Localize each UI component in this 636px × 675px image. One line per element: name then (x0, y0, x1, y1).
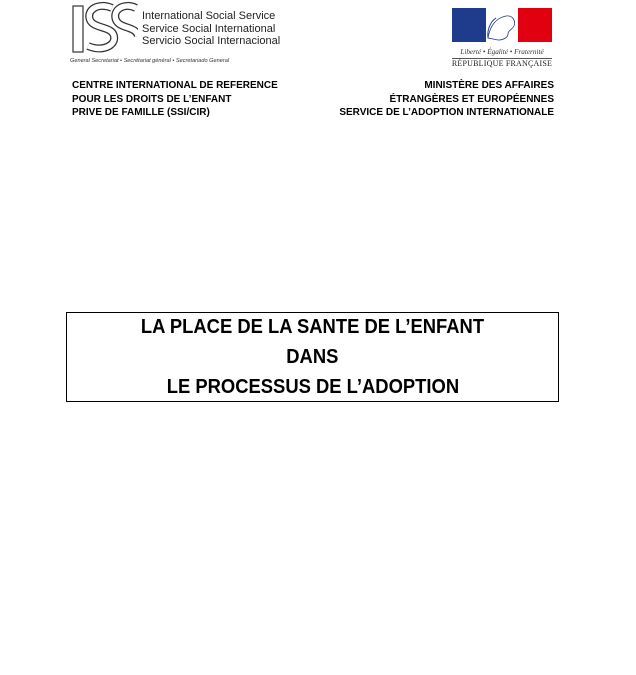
title-line: LE PROCESSUS DE L’ADOPTION (166, 376, 459, 398)
header-left-line: CENTRE INTERNATIONAL DE REFERENCE (72, 80, 278, 91)
marianne-flag-icon (452, 8, 552, 42)
header-right-line: MINISTÈRE DES AFFAIRES (424, 80, 554, 91)
iss-name-es: Servicio Social Internacional (142, 35, 281, 47)
iss-name-en: International Social Service (142, 10, 276, 22)
rf-motto: Liberté • Égalité • Fraternité (460, 48, 544, 56)
header-left (72, 79, 278, 120)
title-box (66, 312, 559, 402)
iss-emblem-icon (72, 0, 138, 56)
iss-logo (70, 0, 281, 66)
iss-name-fr: Service Social International (142, 22, 276, 35)
header-left-line: POUR LES DROITS DE L’ENFANT (72, 93, 232, 105)
republique-francaise-logo (448, 8, 556, 70)
header-left-line: PRIVE DE FAMILLE (SSI/CIR) (72, 107, 210, 118)
header-right-line: ÉTRANGÈRES ET EUROPÉENNES (389, 93, 554, 105)
rf-name: RÉPUBLIQUE FRANÇAISE (451, 59, 553, 68)
title-line: DANS (286, 346, 339, 368)
header-right-line: SERVICE DE L’ADOPTION INTERNATIONALE (339, 107, 554, 118)
header-right (339, 79, 554, 120)
iss-tagline: General Secretariat • Secrétariat général • Secretariado General (70, 58, 230, 64)
title-line: LA PLACE DE LA SANTE DE L’ENFANT (140, 316, 485, 338)
